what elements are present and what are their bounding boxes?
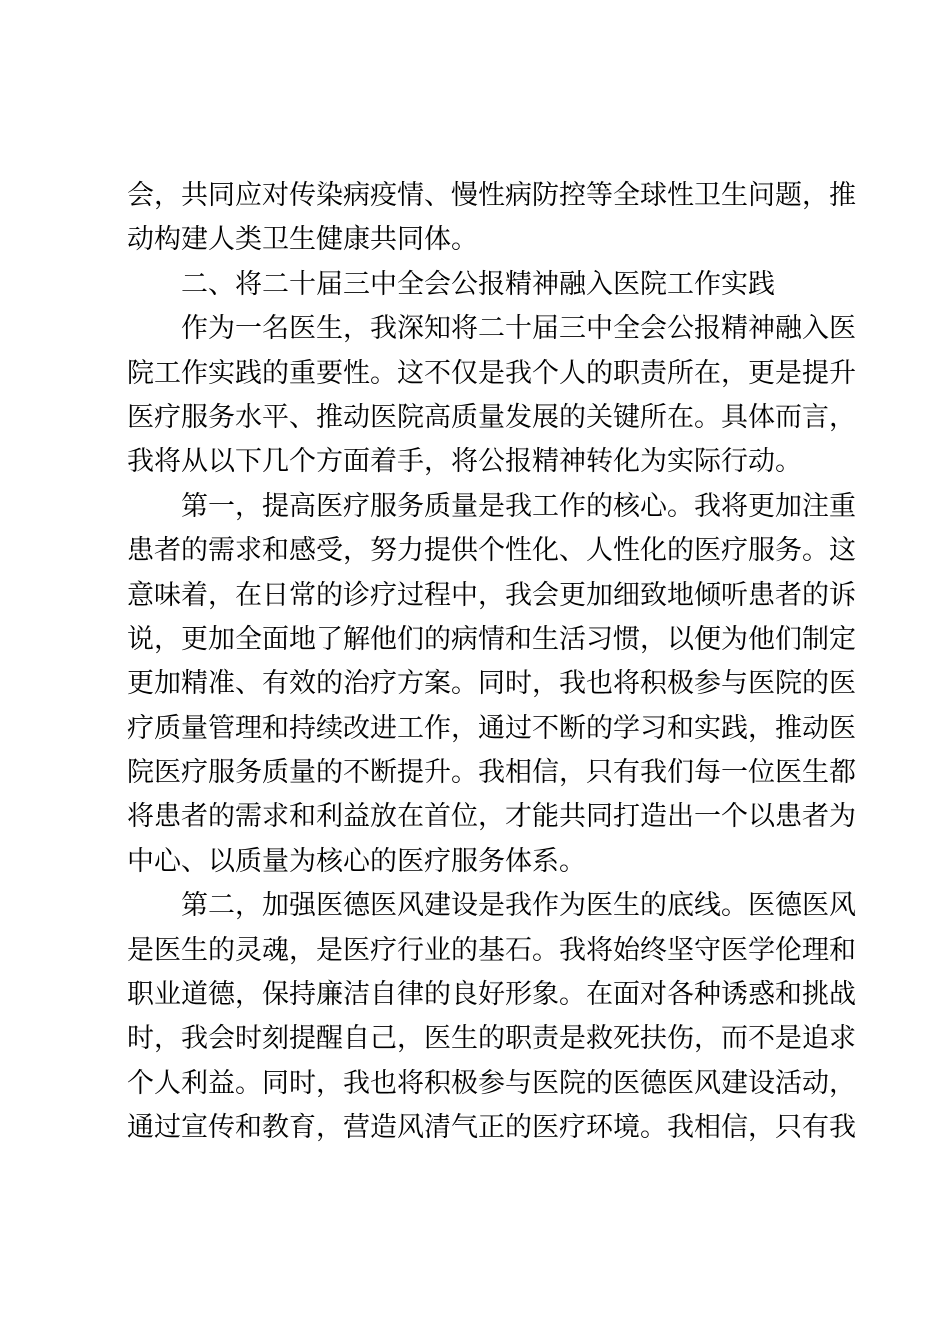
text-line: 第一，提高医疗服务质量是我工作的核心。我将更加注重 — [181, 490, 856, 522]
text-line: 第二，加强医德医风建设是我作为医生的底线。医德医风 — [181, 890, 856, 922]
text-line: 动构建人类卫生健康共同体。 — [127, 224, 478, 256]
paragraph-second — [127, 884, 856, 1150]
paragraph-first — [127, 485, 856, 885]
text-line: 个人利益。同时，我也将积极参与医院的医德医风建设活动， — [127, 1067, 856, 1099]
paragraph-continuation — [127, 174, 856, 263]
paragraph-intro — [127, 307, 856, 485]
text-line: 意味着，在日常的诊疗过程中，我会更加细致地倾听患者的诉 — [127, 579, 856, 611]
text-line: 是医生的灵魂，是医疗行业的基石。我将始终坚守医学伦理和 — [127, 934, 856, 966]
text-line: 患者的需求和感受，努力提供个性化、人性化的医疗服务。这 — [127, 535, 856, 567]
text-line: 医疗服务水平、推动医院高质量发展的关键所在。具体而言， — [127, 401, 856, 433]
text-line: 将患者的需求和利益放在首位，才能共同打造出一个以患者为 — [127, 801, 856, 833]
text-line: 中心、以质量为核心的医疗服务体系。 — [127, 845, 586, 877]
text-line: 时，我会时刻提醒自己，医生的职责是救死扶伤，而不是追求 — [127, 1023, 856, 1055]
text-line: 通过宣传和教育，营造风清气正的医疗环境。我相信，只有我 — [127, 1112, 856, 1144]
text-line: 更加精准、有效的治疗方案。同时，我也将积极参与医院的医 — [127, 668, 856, 700]
text-line: 职业道德，保持廉洁自律的良好形象。在面对各种诱惑和挑战 — [127, 979, 856, 1011]
heading-text: 二、将二十届三中全会公报精神融入医院工作实践 — [181, 268, 775, 300]
text-line: 我将从以下几个方面着手，将公报精神转化为实际行动。 — [127, 446, 802, 478]
text-line: 会，共同应对传染病疫情、慢性病防控等全球性卫生问题，推 — [127, 180, 856, 211]
text-line: 院医疗服务质量的不断提升。我相信，只有我们每一位医生都 — [127, 757, 856, 789]
text-line: 说，更加全面地了解他们的病情和生活习惯，以便为他们制定 — [127, 623, 856, 655]
document-body — [127, 174, 856, 1151]
text-line: 疗质量管理和持续改进工作，通过不断的学习和实践，推动医 — [127, 712, 856, 744]
section-heading — [127, 263, 819, 307]
text-line: 作为一名医生，我深知将二十届三中全会公报精神融入医 — [181, 313, 856, 345]
text-line: 院工作实践的重要性。这不仅是我个人的职责所在，更是提升 — [127, 357, 856, 389]
